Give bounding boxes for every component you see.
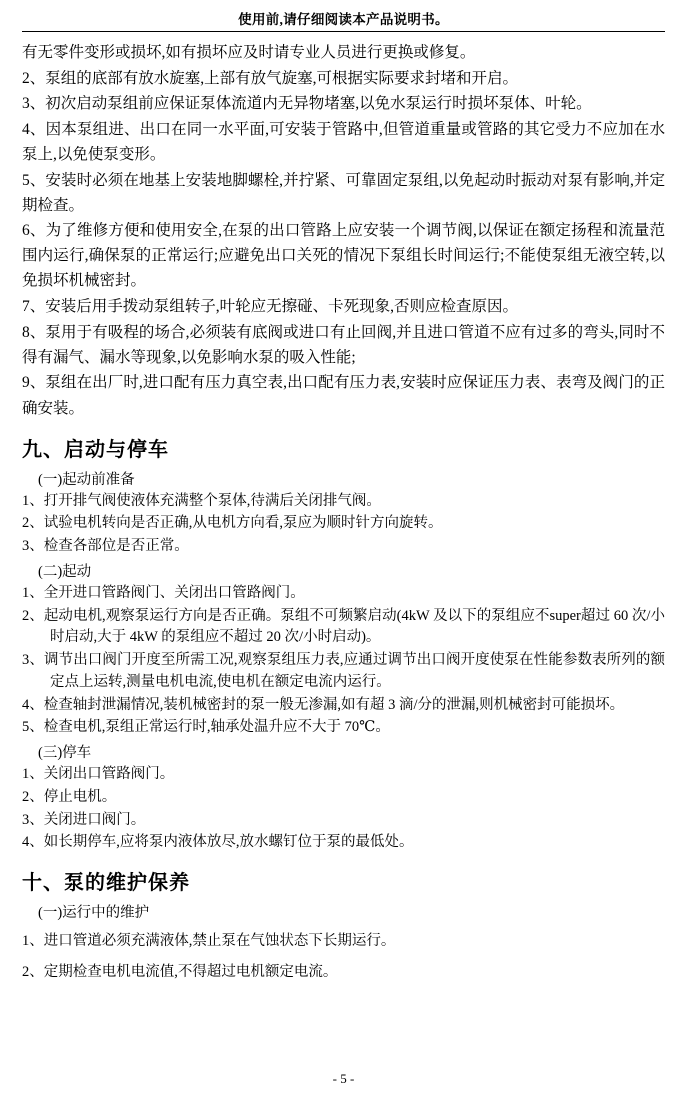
list-item: 3、调节出口阀门开度至所需工况,观察泵组压力表,应通过调节出口阀开度使泵在性能参数表所列的额定点上运转,测量电机电流,使电机在额定电流内运行。 xyxy=(22,652,665,690)
list-item: 1、进口管道必须充满液体,禁止泵在气蚀状态下长期运行。 xyxy=(22,933,396,950)
paragraph: 8、泵用于有吸程的场合,必须装有底阀或进口有止回阀,并且进口管道不应有过多的弯头,同时不得有漏气、漏水等现象,以免影响水泵的吸入性能; xyxy=(22,323,665,366)
section9-sub3: (三)停车 xyxy=(38,745,92,762)
paragraph: 6、为了维修方便和使用安全,在泵的出口管路上应安装一个调节阀,以保证在额定扬程和流量范围内运行,确保泵的正常运行;应避免出口关死的情况下泵组长时间运行;不能使泵组无液空转,以免损坏机械密封。 xyxy=(22,222,665,290)
section9-sub1: (一)起动前准备 xyxy=(38,471,135,488)
list-item: 1、全开进口管路阀门、关闭出口管路阀门。 xyxy=(22,584,305,601)
list-item: 3、检查各部位是否正常。 xyxy=(22,538,189,555)
list-item: 5、检查电机,泵组正常运行时,轴承处温升应不大于 70℃。 xyxy=(22,719,390,736)
list-item: 1、关闭出口管路阀门。 xyxy=(22,766,175,783)
list-item: 2、起动电机,观察泵运行方向是否正确。泵组不可频繁启动(4kW 及以下的泵组应不super超过 60 次/小时启动,大于 4kW 的泵组应不超过 20 次/小时启动)。 xyxy=(22,607,665,646)
paragraph: 7、安装后用手拨动泵组转子,叶轮应无擦碰、卡死现象,否则应检查原因。 xyxy=(22,298,519,316)
top-paragraphs xyxy=(22,40,665,421)
section9-list3 xyxy=(22,764,665,854)
section9-list1 xyxy=(22,491,665,558)
list-item: 3、关闭进口阀门。 xyxy=(22,811,146,828)
page-number: - 5 - xyxy=(332,1071,355,1086)
section10-sub1: (一)运行中的维护 xyxy=(38,905,150,922)
section9-list2 xyxy=(22,583,665,739)
paragraph: 2、泵组的底部有放水旋塞,上部有放气旋塞,可根据实际要求封堵和开启。 xyxy=(22,69,519,87)
list-item: 2、试验电机转向是否正确,从电机方向看,泵应为顺时针方向旋转。 xyxy=(22,515,443,532)
section-title-9: 九、启动与停车 xyxy=(22,438,169,461)
paragraph: 3、初次启动泵组前应保证泵体流道内无异物堵塞,以免水泵运行时损坏泵体、叶轮。 xyxy=(22,95,592,113)
section-title-10: 十、泵的维护保养 xyxy=(22,872,190,895)
page-header: 使用前,请仔细阅读本产品说明书。 xyxy=(22,8,665,32)
list-item: 1、打开排气阀使液体充满整个泵体,待满后关闭排气阀。 xyxy=(22,492,381,509)
list-item: 4、如长期停车,应将泵内液体放尽,放水螺钉位于泵的最低处。 xyxy=(22,834,414,851)
paragraph: 有无零件变形或损坏,如有损坏应及时请专业人员进行更换或修复。 xyxy=(22,44,476,61)
paragraph: 9、泵组在出厂时,进口配有压力真空表,出口配有压力表,安装时应保证压力表、表弯及阀门的正确安装。 xyxy=(22,374,665,417)
list-item: 2、停止电机。 xyxy=(22,788,117,805)
list-item: 4、检查轴封泄漏情况,装机械密封的泵一般无渗漏,如有超 3 滴/分的泄漏,则机械密封可能损坏。 xyxy=(22,696,625,713)
section9-sub2: (二)起动 xyxy=(38,563,92,580)
list-item: 2、定期检查电机电流值,不得超过电机额定电流。 xyxy=(22,964,338,981)
paragraph: 5、安装时必须在地基上安装地脚螺栓,并拧紧、可靠固定泵组,以免起动时振动对泵有影响,并定期检查。 xyxy=(22,171,665,214)
paragraph: 4、因本泵组进、出口在同一水平面,可安装于管路中,但管道重量或管路的其它受力不应加在水泵上,以免使泵变形。 xyxy=(22,120,665,163)
section10-list1 xyxy=(22,930,665,984)
